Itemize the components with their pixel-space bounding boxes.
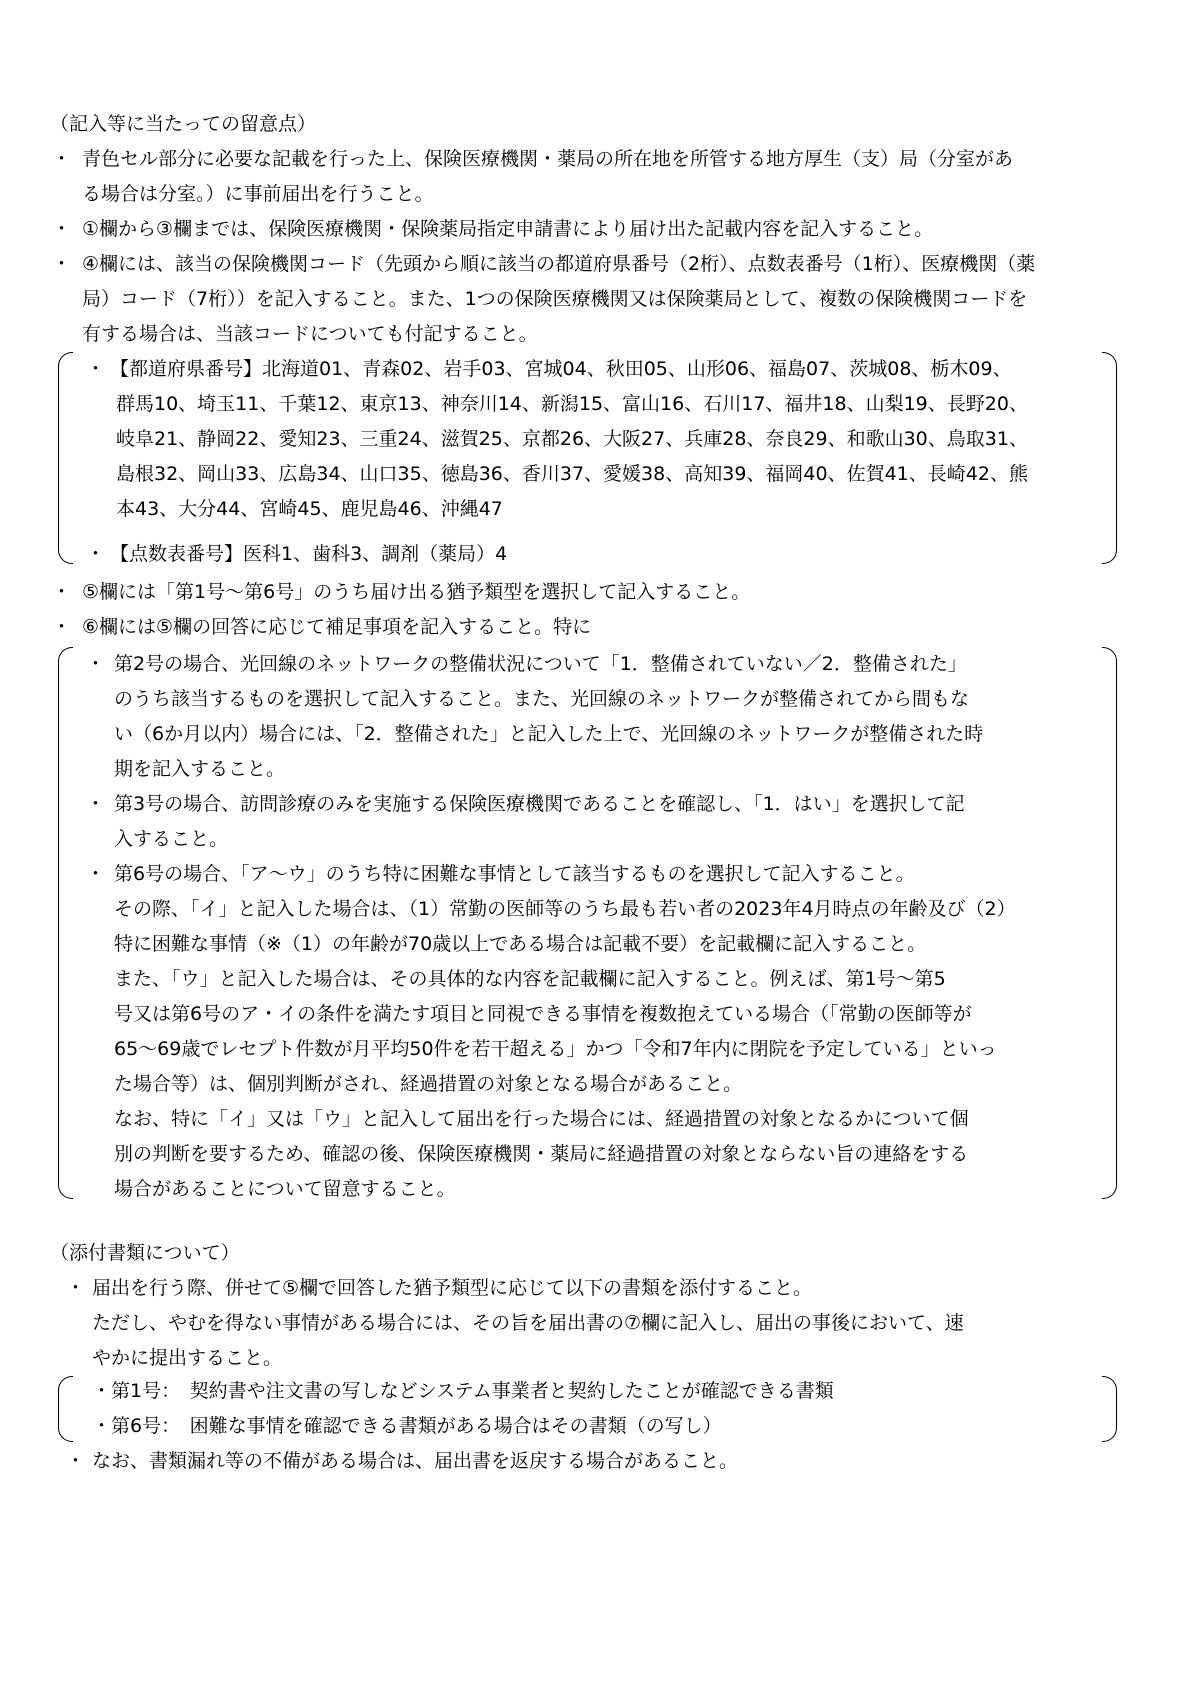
left-bracket [58, 352, 73, 564]
sub-note-line: 第3号の場合、訪問診療のみを実施する保険医療機関であることを確認し、「1．はい」を選択して記 [114, 793, 965, 815]
sub-note-line: 場合があることについて留意すること。 [114, 1178, 456, 1200]
bullet-marker: ・ [86, 653, 106, 675]
attachment-line: なお、書類漏れ等の不備がある場合は、届出書を返戻する場合があること。 [92, 1450, 739, 1472]
sub-note-line: その際、「イ」と記入した場合は、（1）常勤の医師等のうち最も若い者の2023年4月時点の年齢及び（2） [114, 898, 1016, 920]
score-table-codes: 【点数表番号】医科1、歯科3、調剤（薬局）4 [110, 543, 508, 565]
bullet-marker: ・ [52, 148, 72, 170]
bullet-marker: ・ [52, 253, 72, 275]
sub-note-line: た場合等）は、個別判断がされ、経過措置の対象となる場合があること。 [114, 1073, 743, 1095]
attachment-doc-line: ・第6号： 困難な事情を確認できる書類がある場合はその書類（の写し） [92, 1415, 722, 1437]
prefecture-codes-line: 群馬10、埼玉11、千葉12、東京13、神奈川14、新潟15、富山16、石川17、福井18、山梨19、長野20、 [116, 393, 1028, 415]
prefecture-codes-line: 島根32、岡山33、広島34、山口35、徳島36、香川37、愛媛38、高知39、福岡40、佐賀41、長崎42、熊 [116, 463, 1028, 485]
prefecture-codes-line: 【都道府県番号】北海道01、青森02、岩手03、宮城04、秋田05、山形06、福島07、茨城08、栃木09、 [110, 358, 1012, 380]
attachment-line: 届出を行う際、併せて⑤欄で回答した猶予類型に応じて以下の書類を添付すること。 [92, 1277, 813, 1299]
bullet-marker: ・ [66, 1450, 86, 1472]
note-line: ⑤欄には「第1号～第6号」のうち届け出る猶予類型を選択して記入すること。 [82, 581, 751, 603]
right-bracket [1102, 1376, 1117, 1442]
note-line: 青色セル部分に必要な記載を行った上、保険医療機関・薬局の所在地を所管する地方厚生（支）局（分室があ [82, 148, 1014, 170]
sub-note-line: のうち該当するものを選択して記入すること。また、光回線のネットワークが整備されてから間もな [114, 688, 970, 710]
bullet-marker: ・ [66, 1277, 86, 1299]
attachments-heading: （添付書類について） [50, 1242, 240, 1264]
note-line: ⑥欄には⑤欄の回答に応じて補足事項を記入すること。特に [82, 616, 592, 638]
sub-note-line: 第6号の場合、「ア～ウ」のうち特に困難な事情として該当するものを選択して記入すること。 [114, 863, 915, 885]
note-line: ④欄には、該当の保険機関コード（先頭から順に該当の都道府県番号（2桁）、点数表番号（1桁）、医療機関（薬 [82, 253, 1036, 275]
sub-note-line: い（6か月以内）場合には、「2．整備された」と記入した上で、光回線のネットワークが整備された時 [114, 723, 984, 745]
prefecture-codes-line: 本43、大分44、宮崎45、鹿児島46、沖縄47 [116, 498, 503, 520]
attachment-line: やかに提出すること。 [92, 1347, 283, 1369]
bullet-marker: ・ [52, 218, 72, 240]
bullet-marker: ・ [52, 581, 72, 603]
sub-note-line: また、「ウ」と記入した場合は、その具体的な内容を記載欄に記入すること。例えば、第1号～第5 [114, 968, 946, 990]
left-bracket [58, 1376, 73, 1442]
sub-note-line: なお、特に「イ」又は「ウ」と記入して届出を行った場合には、経過措置の対象となるかについて個 [114, 1108, 969, 1130]
sub-note-line: 第2号の場合、光回線のネットワークの整備状況について「1．整備されていない／2．整備された」 [114, 653, 967, 675]
note-line: ①欄から③欄までは、保険医療機関・保険薬局指定申請書により届け出た記載内容を記入すること。 [82, 218, 934, 240]
attachment-line: ただし、やむを得ない事情がある場合には、その旨を届出書の⑦欄に記入し、届出の事後において、速 [92, 1312, 964, 1334]
sub-note-line: 特に困難な事情（※（1）の年齢が70歳以上である場合は記載不要）を記載欄に記入すること。 [114, 933, 927, 955]
notes-heading: （記入等に当たっての留意点） [50, 113, 317, 135]
note-line: る場合は分室。）に事前届出を行うこと。 [82, 183, 434, 205]
note-line: 有する場合は、当該コードについても付記すること。 [82, 323, 538, 345]
bullet-marker: ・ [86, 863, 106, 885]
sub-note-line: 号又は第6号のア・イの条件を満たす項目と同視できる事情を複数抱えている場合（「常勤の医師等が [114, 1003, 972, 1025]
sub-note-line: 期を記入すること。 [114, 758, 286, 780]
right-bracket [1102, 647, 1117, 1199]
attachment-doc-line: ・第1号： 契約書や注文書の写しなどシステム事業者と契約したことが確認できる書類 [92, 1380, 834, 1402]
sub-note-line: 入すること。 [114, 828, 229, 850]
bullet-marker: ・ [86, 358, 106, 380]
right-bracket [1102, 352, 1117, 564]
bullet-marker: ・ [52, 616, 72, 638]
left-bracket [58, 647, 73, 1199]
note-line: 局）コード（7桁））を記入すること。また、1つの保険医療機関又は保険薬局として、複数の保険機関コードを [82, 288, 1028, 310]
prefecture-codes-line: 岐阜21、静岡22、愛知23、三重24、滋賀25、京都26、大阪27、兵庫28、奈良29、和歌山30、鳥取31、 [116, 428, 1028, 450]
sub-note-line: 別の判断を要するため、確認の後、保険医療機関・薬局に経過措置の対象とならない旨の連絡をする [114, 1143, 969, 1165]
bullet-marker: ・ [86, 543, 106, 565]
bullet-marker: ・ [86, 793, 106, 815]
sub-note-line: 65～69歳でレセプト件数が月平均50件を若干超える」かつ「令和7年内に閉院を予定している」といっ [114, 1038, 997, 1060]
